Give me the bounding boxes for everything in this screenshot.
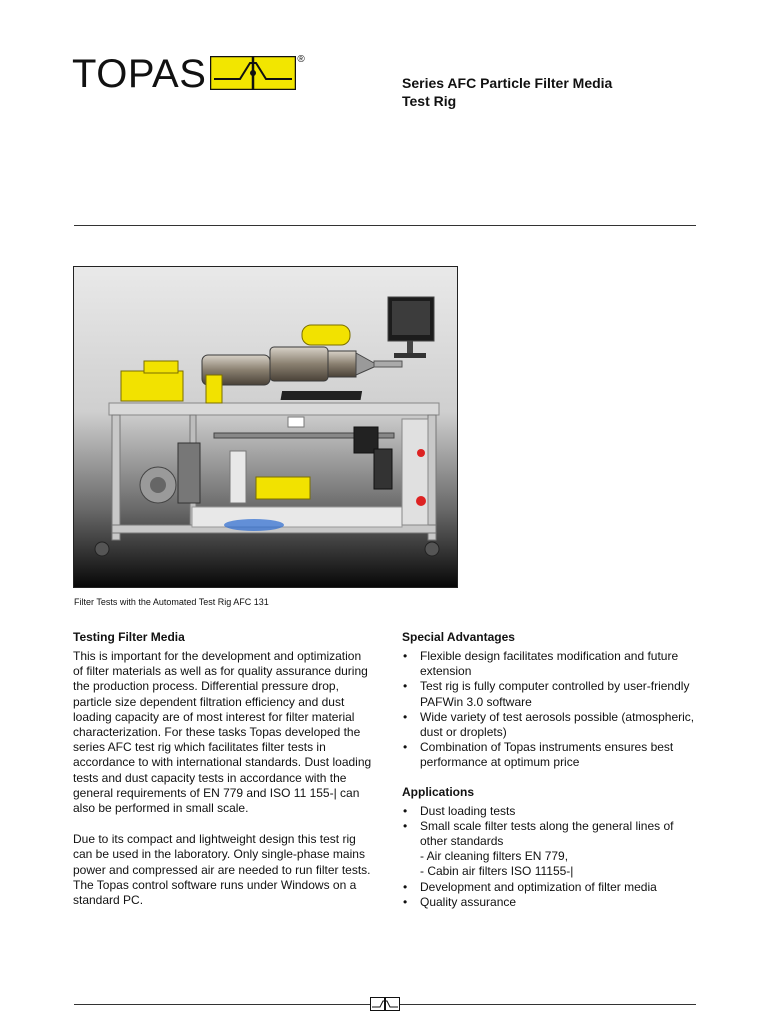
registered-mark: ® — [297, 54, 305, 65]
special-advantages-heading: Special Advantages — [402, 630, 515, 644]
list-item-text: Small scale filter tests along the general lines of other standards — [420, 818, 674, 849]
list-item — [402, 895, 702, 910]
advantages-list — [402, 649, 702, 771]
footer-divider-left — [74, 1004, 370, 1005]
list-item: • Combination of Topas instruments ensures best performance at optimum price — [402, 740, 702, 770]
list-item — [402, 819, 702, 880]
testing-filter-media-heading: Testing Filter Media — [73, 630, 185, 644]
right-column — [402, 630, 702, 910]
sub-item: - Air cleaning filters EN 779, — [420, 849, 569, 864]
list-item-text: Development and optimization of filter media — [420, 879, 657, 894]
test-rig-photo — [73, 266, 458, 588]
footer-divider-right — [400, 1004, 696, 1005]
intro-paragraph: This is important for the development and optimization of filter materials as well as for quality assurance during the production process. Differential pressure drop, particle size dependent filtration efficiency and dust loading capacity are of most interest for filter material characterization. For these tasks Topas developed the series AFC test rig which facilitates filter tests in accordance to with international standards. Dust loading tests and dust capacity tests in accordance with the general requirements of EN 779 and ISO 11 155-| can also be performed in small scale. — [73, 649, 372, 816]
photo-caption: Filter Tests with the Automated Test Rig AFC 131 — [74, 597, 269, 607]
list-item-text: Quality assurance — [420, 894, 517, 909]
list-item: • Wide variety of test aerosols possible (atmospheric, dust or droplets) — [402, 710, 702, 740]
footer-logo-icon — [370, 997, 400, 1011]
left-column — [73, 630, 373, 908]
topas-logo-icon — [210, 56, 296, 90]
list-item: • Flexible design facilitates modification and future extension — [402, 649, 702, 679]
list-item — [402, 880, 702, 895]
list-item-text: Dust loading tests — [420, 803, 516, 818]
applications-list — [402, 804, 702, 910]
topas-logo — [72, 52, 305, 96]
list-item — [402, 804, 702, 819]
title-line-1: Series AFC Particle Filter Media — [402, 75, 613, 91]
test-rig-illustration — [74, 267, 458, 588]
page-title — [402, 74, 612, 110]
title-line-2: Test Rig — [402, 93, 457, 109]
applications-heading: Applications — [402, 784, 475, 799]
logo-text: TOPAS — [72, 52, 207, 96]
sub-item: - Cabin air filters ISO 11155-| — [420, 864, 574, 879]
list-item: • Test rig is fully computer controlled by user-friendly PAFWin 3.0 software — [402, 679, 702, 709]
design-paragraph: Due to its compact and lightweight design this test rig can be used in the laboratory. Only single-phase mains power and compressed air are needed to run filter tests. The Topas control software runs under Windows on a standard PC. — [73, 832, 371, 908]
header-divider — [74, 225, 696, 226]
